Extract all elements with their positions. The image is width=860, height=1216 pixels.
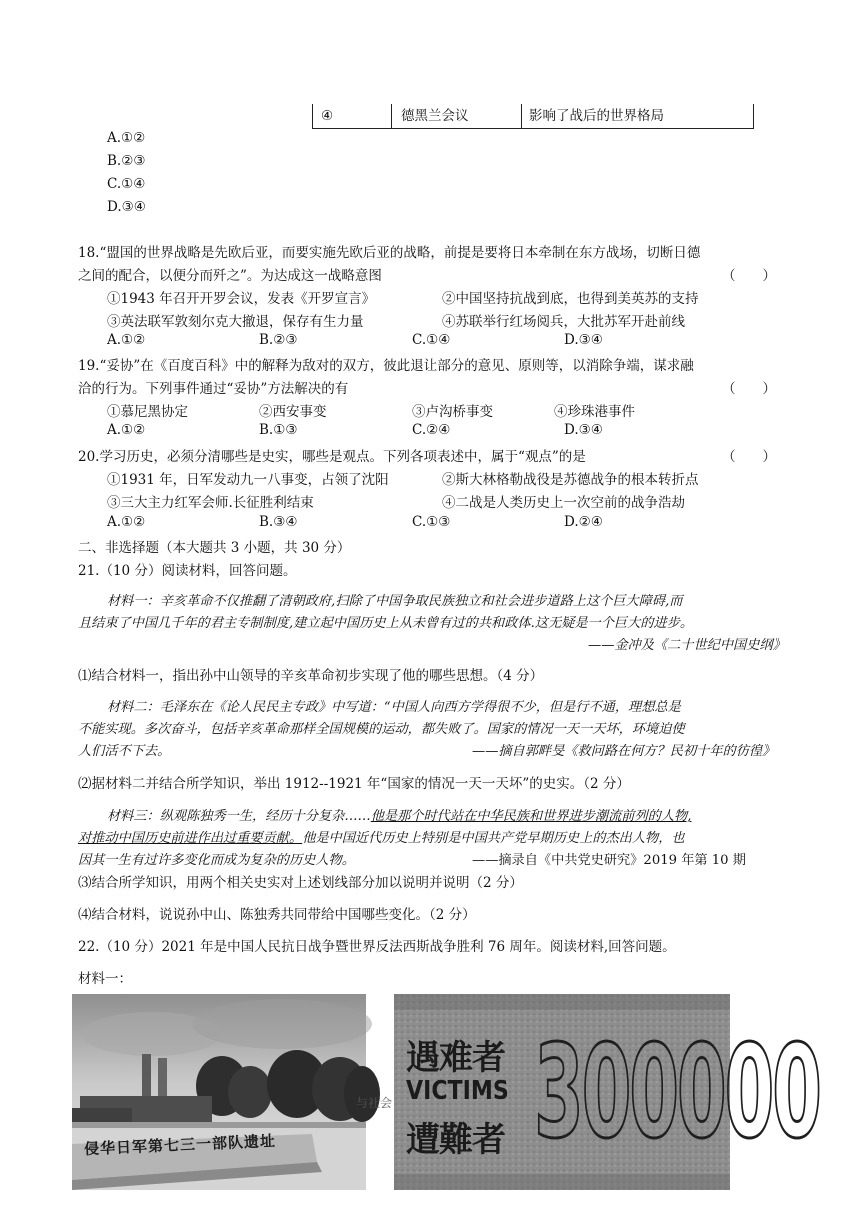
q19-item-1: ①慕尼黑协定 — [107, 404, 188, 420]
q21-material1-line1: 材料一：辛亥革命不仅推翻了清朝政府,扫除了中国争取民族独立和社会进步道路上这个巨大障碍,而 — [107, 594, 683, 609]
q20-answer-paren: （ ） — [722, 449, 776, 465]
q21-material2-line3: 人们活不下去。 — [78, 744, 171, 759]
victims-text-english: VICTIMS — [406, 1076, 509, 1106]
q19-option-d: D.③④ — [564, 422, 603, 438]
q21-material1-line2: 且结束了中国几千年的君主专制制度,建立起中国历史上从未曾有过的共和政体.这无疑是一个巨大的进步。 — [78, 616, 694, 631]
q21-material3-source: ——摘录自《中共党史研究》2019 年第 10 期 — [472, 853, 746, 868]
q21-material3-lead: 材料三：纵观陈独秀一生，经历十分复杂…… — [107, 809, 371, 824]
q17-option-d: D.③④ — [107, 199, 146, 215]
q21-material2-source: ——摘自郭畔旻《救问路在何方？民初十年的彷徨》 — [472, 744, 776, 759]
q21-title: 21.（10 分）阅读材料，回答问题。 — [78, 563, 297, 579]
q20-item-3: ③三大主力红军会师.长征胜利结束 — [107, 495, 314, 511]
table-row — [312, 104, 754, 129]
q17-option-c: C.①④ — [107, 176, 146, 192]
q18-option-d: D.③④ — [564, 332, 603, 348]
unit731-sign-text: 侵华日军第七三一部队遗址 — [83, 1131, 277, 1159]
victims-number: 300000 — [534, 1018, 820, 1167]
q18-answer-paren: （ ） — [722, 268, 776, 284]
q19-item-3: ③卢沟桥事变 — [412, 404, 493, 420]
q21-material1-source: ——金冲及《二十世纪中国史纲》 — [588, 638, 786, 653]
overlay-text: 与社会 — [356, 1096, 393, 1110]
q20-option-b: B.③④ — [259, 514, 298, 530]
table-cell-effect: 影响了战后的世界格局 — [529, 108, 664, 124]
q20-item-1: ①1931 年，日军发动九一八事变，占领了沈阳 — [107, 472, 389, 488]
q18-stem-line2: 之间的配合，以便分而歼之”。为达成这一战略意图 — [78, 268, 382, 284]
q19-answer-paren: （ ） — [722, 381, 776, 397]
q21-material3-line1 — [107, 805, 691, 824]
q20-option-d: D.②④ — [564, 514, 603, 530]
q18-stem-line1: 18.“盟国的世界战略是先欧后亚，而要实施先欧后亚的战略，前提是要将日本牵制在东方战场，切断日德 — [78, 245, 701, 261]
victims-300000-photo — [394, 994, 820, 1190]
q19-option-c: C.②④ — [412, 422, 451, 438]
victims-text-traditional: 遭難者 — [406, 1120, 505, 1160]
q20-item-2: ②斯大林格勒战役是苏德战争的根本转折点 — [442, 472, 699, 488]
q21-sub3: ⑶结合所学知识，用两个相关史实对上述划线部分加以说明并说明（2 分） — [78, 875, 523, 891]
q18-item-4: ④苏联举行红场阅兵，大批苏军开赴前线 — [442, 314, 685, 330]
q21-material3-underline1: 他是那个时代站在中华民族和世界进步潮流前列的人物, — [370, 809, 692, 824]
q21-material3-underline2: 对推动中国历史前进作出过重要贡献。 — [78, 831, 303, 846]
q18-option-b: B.②③ — [259, 332, 298, 348]
q18-item-2: ②中国坚持抗战到底，也得到美英苏的支持 — [442, 291, 699, 307]
q19-item-2: ②西安事变 — [259, 404, 327, 420]
q20-option-a: A.①② — [107, 514, 146, 530]
q21-material3-line2 — [78, 827, 685, 846]
q19-stem-line1: 19.“妥协”在《百度百科》中的解释为敌对的双方，彼此退让部分的意见、原则等，以消除争端，谋求融 — [78, 358, 694, 374]
table-cell-event: 德黑兰会议 — [401, 108, 469, 124]
q22-material1-label: 材料一： — [78, 971, 132, 987]
q20-stem: 20.学习历史，必须分清哪些是史实，哪些是观点。下列各项表述中，属于“观点”的是 — [78, 449, 586, 465]
q19-option-b: B.①③ — [259, 422, 298, 438]
q18-option-c: C.①④ — [412, 332, 451, 348]
q21-material3-line3: 因其一生有过许多变化而成为复杂的历史人物。 — [78, 853, 355, 868]
victims-text-simplified: 遇难者 — [406, 1038, 505, 1078]
q18-option-a: A.①② — [107, 332, 146, 348]
q19-option-a: A.①② — [107, 422, 146, 438]
q21-material3-line2-rest: 他是中国近代历史上特别是中国共产党早期历史上的杰出人物，也 — [302, 831, 685, 846]
table-cell-number: ④ — [321, 108, 334, 124]
q20-item-4: ④二战是人类历史上一次空前的战争浩劫 — [442, 495, 685, 511]
q17-option-b: B.②③ — [107, 153, 146, 169]
q19-item-4: ④珍珠港事件 — [554, 404, 635, 420]
q21-sub2: ⑵据材料二并结合所学知识，举出 1912--1921 年“国家的情况一天一天坏”的史实。（2 分） — [78, 776, 630, 792]
q21-sub4: ⑷结合材料，说说孙中山、陈独秀共同带给中国哪些变化。（2 分） — [78, 907, 476, 923]
q18-item-1: ①1943 年召开开罗会议，发表《开罗宣言》 — [107, 291, 376, 307]
q18-item-3: ③英法联军敦刻尔克大撤退，保存有生力量 — [107, 314, 364, 330]
q22-title: 22.（10 分）2021 年是中国人民抗日战争暨世界反法西斯战争胜利 76 周年。阅读材料,回答问题。 — [78, 939, 676, 955]
q21-material2-line1: 材料二：毛泽东在《论人民民主专政》中写道：“中国人向西方学得很不少，但是行不通，理想总是 — [107, 700, 681, 715]
q21-material2-line2: 不能实现。多次奋斗，包括辛亥革命那样全国规模的运动，都失败了。国家的情况一天一天坏，环境迫使 — [78, 722, 685, 737]
section-heading: 二、非选择题（本大题共 3 小题，共 30 分） — [78, 540, 351, 556]
unit731-site-photo — [72, 994, 393, 1190]
q21-sub1: ⑴结合材料一，指出孙中山领导的辛亥革命初步实现了他的哪些思想。（4 分） — [78, 668, 544, 684]
q20-option-c: C.①③ — [412, 514, 451, 530]
q19-stem-line2: 洽的行为。下列事件通过“妥协”方法解决的有 — [78, 381, 349, 397]
q17-option-a: A.①② — [107, 130, 146, 146]
